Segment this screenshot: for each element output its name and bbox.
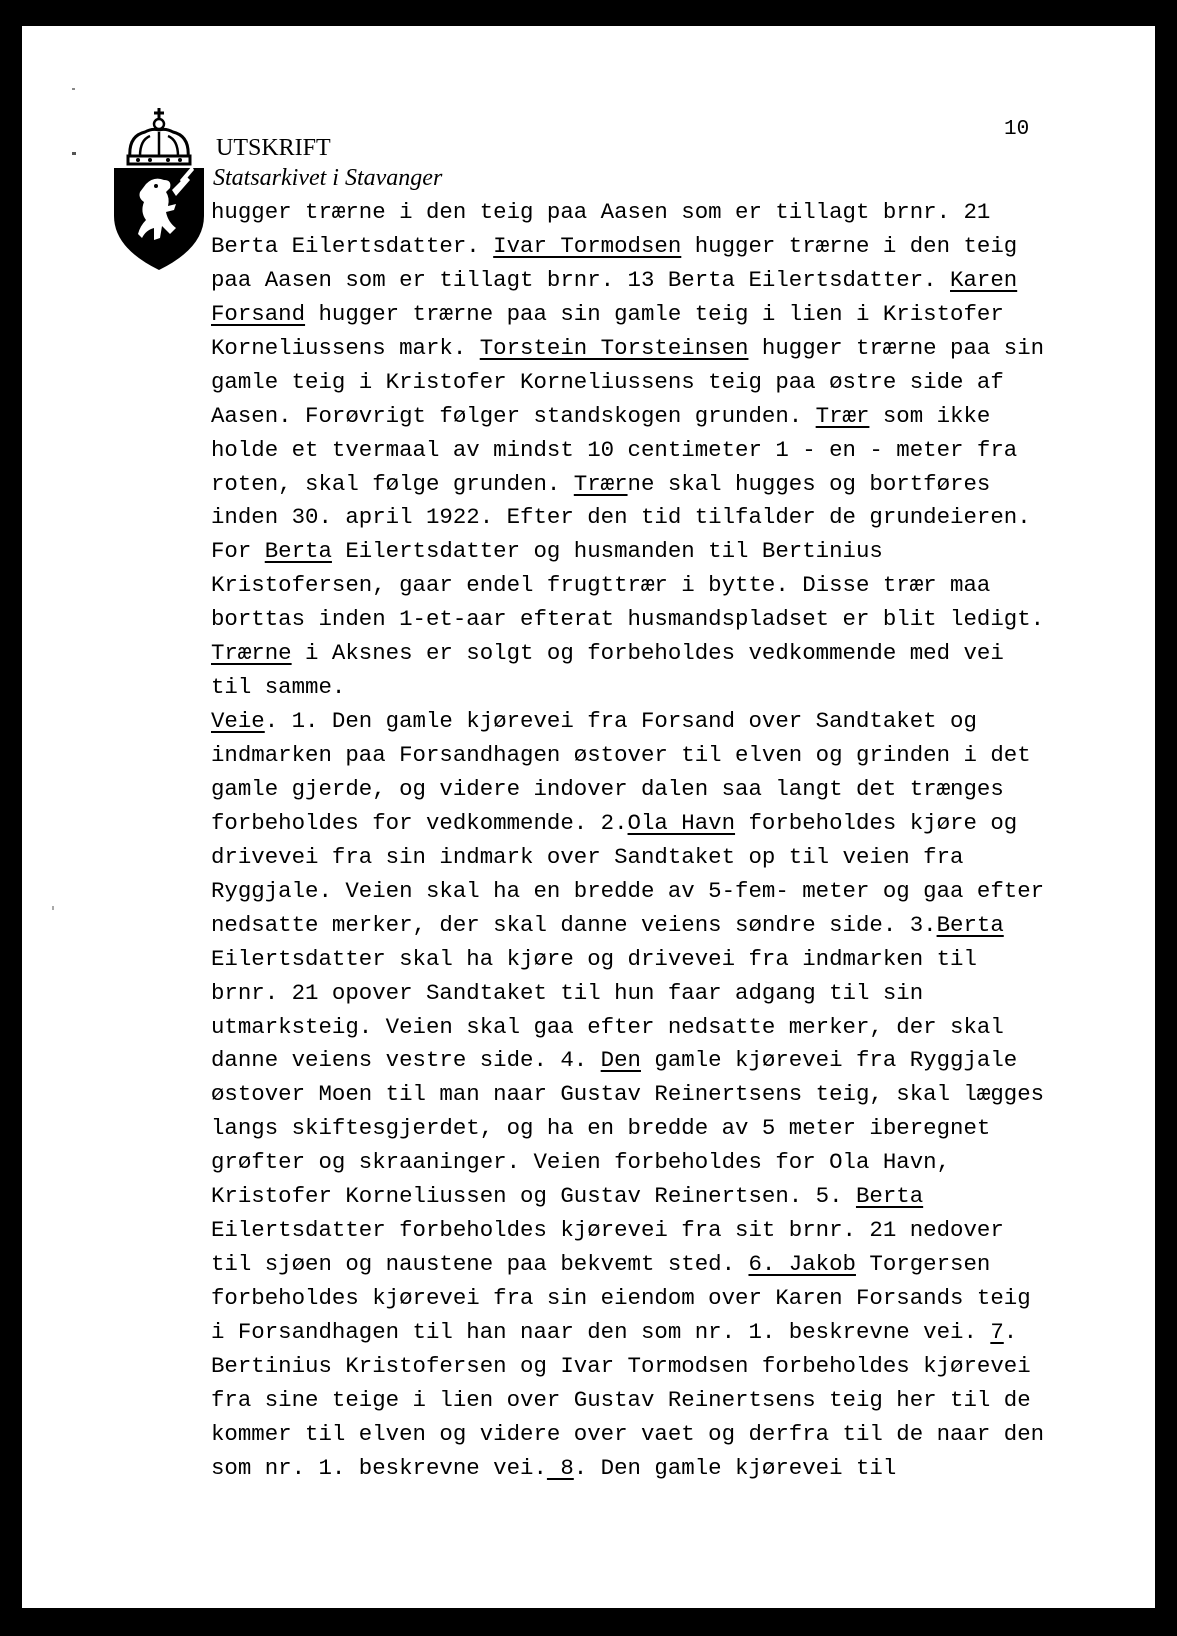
text-segment: Ryggjale. Veien skal ha en bredde av 5-fem- meter og gaa efter xyxy=(211,877,1045,904)
text-segment: For xyxy=(211,538,265,565)
text-line xyxy=(211,298,1111,332)
text-line xyxy=(211,569,1111,603)
text-line xyxy=(211,1316,1111,1350)
underlined-text: Veie xyxy=(211,708,265,735)
underlined-text: Trær xyxy=(573,470,628,497)
text-segment: inden 30. april 1922. Efter den tid tilfalder de grundeieren. xyxy=(211,504,1031,531)
underlined-text: Forsand xyxy=(211,300,306,327)
text-line xyxy=(211,1452,1111,1486)
underlined-text: Torstein Torsteinsen xyxy=(479,334,749,361)
text-segment: brnr. 21 opover Sandtaket til hun faar adgang til sin xyxy=(211,979,924,1006)
underlined-text: 6. Jakob xyxy=(748,1251,856,1278)
text-line xyxy=(211,535,1111,569)
norwegian-coat-of-arms-icon xyxy=(110,106,208,274)
text-line xyxy=(211,1350,1111,1384)
text-line xyxy=(211,909,1111,943)
underlined-text: Den xyxy=(600,1047,641,1074)
text-line xyxy=(211,332,1111,366)
text-segment: forbeholdes kjørevei fra sin eiendom over Karen Forsands teig xyxy=(211,1285,1031,1311)
text-line xyxy=(211,1384,1111,1418)
text-segment: Kristofer Korneliussen og Gustav Reinertsen. 5. xyxy=(211,1183,856,1210)
text-segment: danne veiens vestre side. 4. xyxy=(211,1047,601,1074)
underlined-text: Berta xyxy=(855,1183,924,1210)
text-line xyxy=(211,468,1111,502)
text-segment: utmarksteig. Veien skal gaa efter nedsatte merker, der skal xyxy=(211,1013,1004,1040)
text-line xyxy=(211,637,1111,671)
header-subtitle: Statsarkivet i Stavanger xyxy=(213,165,443,191)
text-line xyxy=(211,1248,1111,1282)
underlined-text: Ivar Tormodsen xyxy=(493,232,682,259)
text-segment: grøfter og skraaninger. Veien forbeholdes for Ola Havn, xyxy=(211,1149,951,1176)
scan-speck xyxy=(72,152,76,155)
text-line xyxy=(211,1418,1111,1452)
text-segment: kommer til elven og videre over vaet og derfra til de naar den xyxy=(211,1420,1045,1447)
underlined-text: Trær xyxy=(815,402,870,429)
text-line xyxy=(211,807,1111,841)
text-segment: . 1. Den gamle kjørevei fra Forsand over Sandtaket og xyxy=(264,708,977,735)
text-segment: Eilertsdatter skal ha kjøre og drivevei fra indmarken til xyxy=(211,945,977,972)
text-segment: Eilertsdatter forbeholdes kjørevei fra sit brnr. 21 nedover xyxy=(211,1217,1004,1244)
text-segment: hugger trærne i den teig xyxy=(681,232,1018,259)
page-number: 10 xyxy=(1004,118,1030,141)
text-line xyxy=(211,501,1111,535)
text-segment: gamle teig i Kristofer Korneliussens teig paa østre side af xyxy=(211,368,1004,395)
text-segment: borttas inden 1-et-aar efterat husmandspladset er blit ledigt. xyxy=(211,606,1045,633)
text-segment: østover Moen til man naar Gustav Reinertsens teig, skal lægges xyxy=(211,1081,1045,1108)
underlined-text: Berta xyxy=(936,911,1004,938)
text-line xyxy=(211,739,1111,773)
text-line xyxy=(211,1180,1111,1214)
text-segment: Bertinius Kristofersen og Ivar Tormodsen forbeholdes kjørevei xyxy=(211,1352,1031,1379)
header-title: UTSKRIFT xyxy=(216,135,331,161)
scan-speck xyxy=(52,906,54,910)
text-line xyxy=(211,1011,1111,1045)
text-segment: fra sine teige i lien over Gustav Reinertsens teig her til de xyxy=(211,1386,1031,1413)
text-segment: drivevei fra sin indmark over Sandtaket op til veien fra xyxy=(211,843,964,870)
text-segment: Korneliussens mark. xyxy=(211,334,480,361)
text-line xyxy=(211,1146,1111,1180)
text-line xyxy=(211,400,1111,434)
text-line xyxy=(211,1078,1111,1112)
text-line xyxy=(211,841,1111,875)
underlined-text: 7 xyxy=(990,1318,1004,1345)
text-line xyxy=(211,434,1111,468)
text-segment: til samme. xyxy=(211,674,346,701)
underlined-text: Trærne xyxy=(211,640,292,667)
text-line xyxy=(211,196,1111,230)
text-segment: Berta Eilertsdatter. xyxy=(211,232,494,259)
text-segment: i Forsandhagen til han naar den som nr. 1. beskrevne vei. xyxy=(211,1318,991,1345)
text-segment: forbeholdes for vedkommende. 2. xyxy=(211,809,628,836)
underlined-text: Karen xyxy=(950,266,1018,293)
text-segment: langs skiftesgjerdet, og ha en bredde av 5 meter iberegnet xyxy=(211,1115,991,1142)
text-line xyxy=(211,1112,1111,1146)
text-segment: . Den gamle kjørevei til xyxy=(573,1454,897,1481)
text-line xyxy=(211,366,1111,400)
text-line xyxy=(211,1214,1111,1248)
text-segment: som nr. 1. beskrevne vei. xyxy=(211,1454,547,1481)
text-line xyxy=(211,705,1111,739)
text-segment: indmarken paa Forsandhagen østover til elven og grinden i det xyxy=(211,742,1031,768)
text-line xyxy=(211,977,1111,1011)
text-segment: gamle gjerde, og videre indover dalen saa langt det trænges xyxy=(211,775,1004,802)
document-page xyxy=(22,26,1155,1608)
text-segment: ne skal hugges og bortføres xyxy=(627,470,991,497)
text-line xyxy=(211,230,1111,264)
text-segment: i Aksnes er solgt og forbeholdes vedkommende med vei xyxy=(291,640,1004,667)
scan-speck xyxy=(72,88,75,90)
text-segment: gamle kjørevei fra Ryggjale xyxy=(640,1047,1018,1074)
text-line xyxy=(211,671,1111,705)
text-segment: hugger trærne paa sin gamle teig i lien i Kristofer xyxy=(305,300,1004,327)
text-segment: Aasen. Forøvrigt følger standskogen grunden. xyxy=(211,402,816,429)
underlined-text: 8 xyxy=(546,1454,574,1481)
text-segment: forbeholdes kjøre og xyxy=(735,809,1018,836)
text-segment: roten, skal følge grunden. xyxy=(211,470,574,497)
text-line xyxy=(211,773,1111,807)
text-segment: holde et tvermaal av mindst 10 centimeter 1 - en - meter fra xyxy=(211,436,1018,463)
text-line xyxy=(211,1044,1111,1078)
text-line xyxy=(211,264,1111,298)
text-segment: . xyxy=(1003,1318,1018,1345)
text-segment: til sjøen og naustene paa bekvemt sted. xyxy=(211,1251,749,1278)
text-segment: Kristofersen, gaar endel frugttrær i bytte. Disse trær maa xyxy=(211,572,991,599)
text-line xyxy=(211,875,1111,909)
text-line xyxy=(211,1282,1111,1316)
text-segment: hugger trærne paa sin xyxy=(748,334,1045,361)
text-segment: som ikke xyxy=(869,402,991,429)
text-segment: Torgersen xyxy=(855,1251,991,1278)
text-segment: nedsatte merker, der skal danne veiens søndre side. 3. xyxy=(211,911,937,938)
underlined-text: Berta xyxy=(264,538,332,565)
text-segment: paa Aasen som er tillagt brnr. 13 Berta Eilertsdatter. xyxy=(211,266,951,293)
text-line xyxy=(211,603,1111,637)
text-segment: hugger trærne i den teig paa Aasen som er tillagt brnr. 21 xyxy=(211,199,991,225)
underlined-text: Ola Havn xyxy=(627,809,736,836)
text-line xyxy=(211,943,1111,977)
text-segment: Eilertsdatter og husmanden til Bertinius xyxy=(331,538,883,565)
body-text xyxy=(211,196,1111,1486)
